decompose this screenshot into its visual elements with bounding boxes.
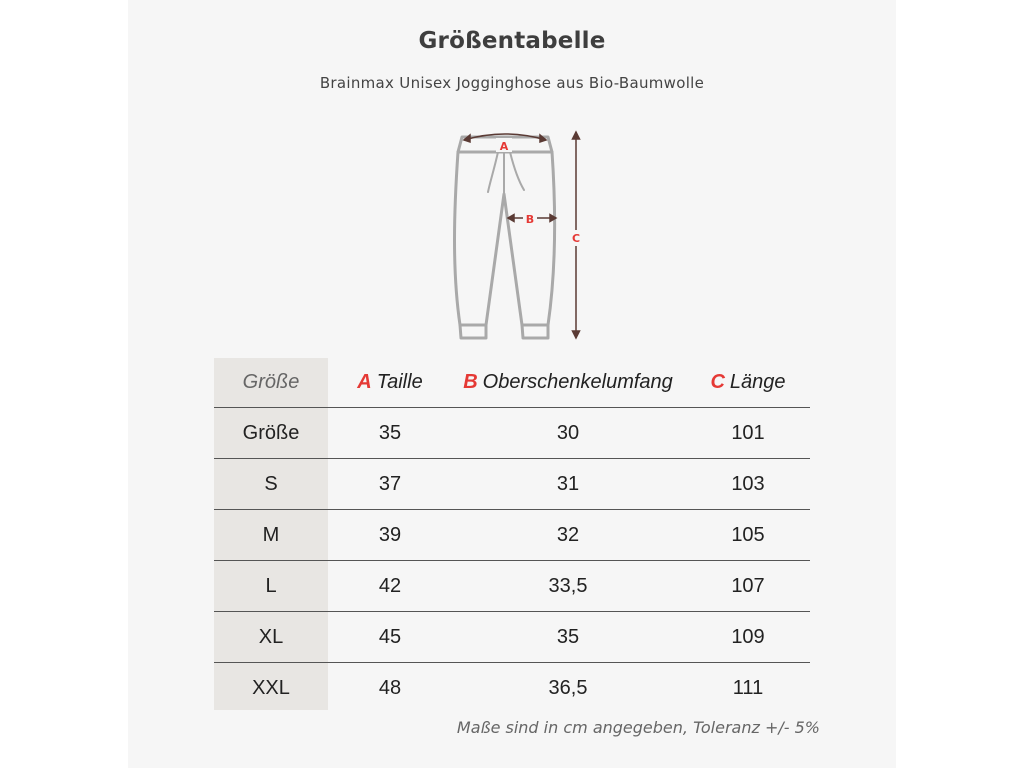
header-length: C Länge	[710, 371, 786, 393]
measurement-footnote: Maße sind in cm angegeben, Toleranz +/- 5%	[456, 718, 820, 737]
cell-thigh: 31	[556, 473, 580, 495]
label-a: A	[499, 140, 509, 153]
cell-size: XL	[258, 626, 284, 648]
size-table	[214, 358, 810, 713]
label-b: B	[525, 213, 535, 226]
cell-size: S	[264, 473, 278, 495]
cell-length: 109	[731, 626, 765, 648]
cell-waist: 42	[378, 575, 402, 597]
table-row	[214, 408, 810, 459]
cell-thigh: 32	[556, 524, 580, 546]
cell-size: Größe	[242, 422, 300, 444]
drawstring	[488, 152, 524, 192]
label-c: C	[571, 232, 581, 245]
cell-length: 107	[731, 575, 765, 597]
cell-waist: 45	[378, 626, 402, 648]
table-row	[214, 612, 810, 663]
cell-waist: 39	[378, 524, 402, 546]
right-cuff	[522, 325, 548, 338]
cell-thigh: 30	[556, 422, 580, 444]
table-row	[214, 663, 810, 713]
cell-thigh: 36,5	[548, 677, 588, 699]
cell-length: 101	[731, 422, 765, 444]
table-row	[214, 459, 810, 510]
cell-thigh: 33,5	[548, 575, 588, 597]
cell-size: L	[265, 575, 277, 597]
header-thigh: B Oberschenkelumfang	[463, 371, 673, 393]
pants-measurement-diagram	[440, 120, 590, 350]
cell-length: 111	[732, 677, 764, 699]
cell-waist: 37	[378, 473, 402, 495]
product-subtitle: Brainmax Unisex Jogginghose aus Bio-Baumwolle	[319, 74, 705, 92]
cell-waist: 35	[378, 422, 402, 444]
cell-waist: 48	[378, 677, 402, 699]
page-title: Größentabelle	[418, 28, 606, 54]
header-waist: A Taille	[357, 371, 423, 393]
table-row	[214, 561, 810, 612]
left-cuff	[460, 325, 486, 338]
cell-length: 105	[731, 524, 765, 546]
table-row	[214, 510, 810, 561]
cell-length: 103	[731, 473, 765, 495]
header-size: Größe	[242, 371, 300, 393]
table-header-row	[214, 358, 810, 408]
cell-size: M	[262, 524, 280, 546]
cell-thigh: 35	[556, 626, 580, 648]
cell-size: XXL	[252, 677, 290, 699]
